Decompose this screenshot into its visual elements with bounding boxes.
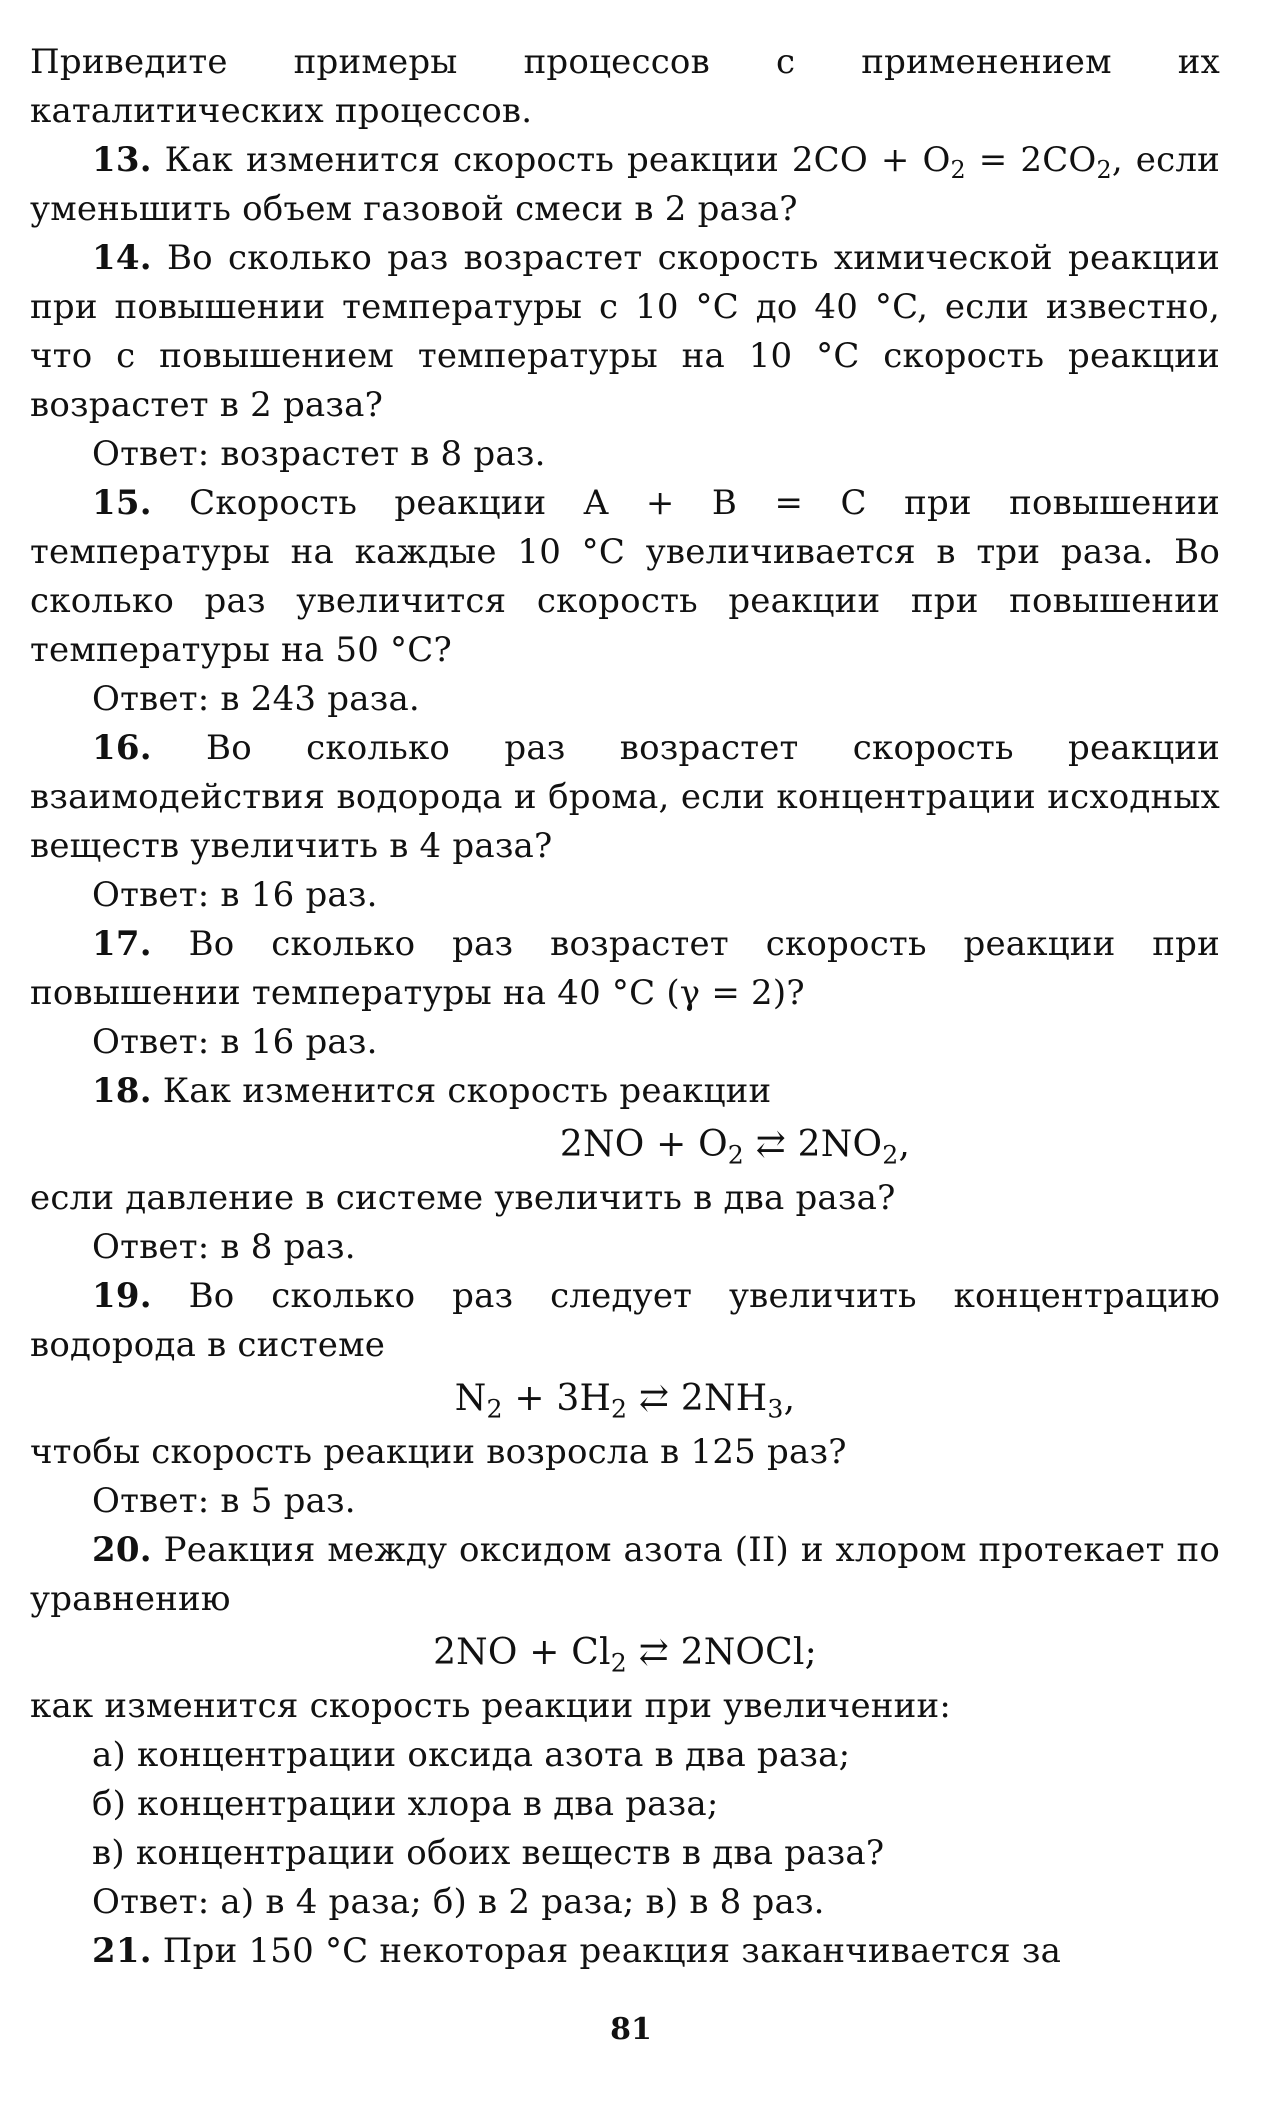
problem-number: 17. — [92, 924, 152, 964]
problem-20-continued: как изменится скорость реакции при увеличении: — [30, 1686, 952, 1726]
problem-number: 13. — [92, 140, 152, 180]
page-text — [30, 38, 1220, 1976]
problem-15: 15. Скорость реакции A + B = C при повышении температуры на каждые 10 °C увеличивается в три раза. Во сколько раз увеличится скорость реакции при повышении температуры на 50 °C? — [30, 483, 1220, 670]
page-number: 81 — [610, 2012, 652, 2047]
answer-20: Ответ: а) в 4 раза; б) в 2 раза; в) в 8 раз. — [92, 1882, 825, 1922]
answer-17: Ответ: в 16 раз. — [92, 1022, 378, 1062]
answer-19: Ответ: в 5 раз. — [92, 1481, 356, 1521]
answer-15: Ответ: в 243 раза. — [92, 679, 420, 719]
problem-number: 14. — [92, 238, 152, 278]
list-item: в) концентрации обоих веществ в два раза? — [92, 1833, 885, 1873]
answer-16: Ответ: в 16 раз. — [92, 875, 378, 915]
intro-text: Приведите примеры процессов с применением их каталитических процессов. — [30, 42, 1220, 131]
problem-number: 15. — [92, 483, 152, 523]
problem-number: 18. — [92, 1071, 152, 1111]
equation-19: $N_2 + 3H_2$ ⇄ $2NH_3$, — [454, 1378, 796, 1424]
answer-14: Ответ: возрастет в 8 раз. — [92, 434, 546, 474]
problem-16: 16. Во сколько раз возрастет скорость реакции взаимодействия водорода и брома, если концентрации исходных веществ увеличить в 4 раза? — [30, 728, 1220, 866]
list-item: б) концентрации хлора в два раза; — [92, 1784, 719, 1824]
equation-18: $2NO + O_2$ ⇄ $2NO_2$, — [559, 1124, 911, 1170]
problem-number: 20. — [92, 1530, 152, 1570]
problem-number: 21. — [92, 1931, 152, 1971]
problem-20: 20. Реакция между оксидом азота (II) и хлором протекает по уравнению — [30, 1530, 1220, 1619]
problem-19: 19. Во сколько раз следует увеличить концентрацию водорода в системе — [30, 1276, 1220, 1365]
problem-17: 17. Во сколько раз возрастет скорость реакции при повышении температуры на 40 °C (γ = 2)? — [30, 924, 1220, 1013]
list-item: а) концентрации оксида азота в два раза; — [92, 1735, 851, 1775]
answer-18: Ответ: в 8 раз. — [92, 1227, 356, 1267]
problem-19-continued: чтобы скорость реакции возросла в 125 раз? — [30, 1432, 847, 1472]
equation-20: $2NO + Cl_2$ ⇄ 2NOCl; — [433, 1632, 817, 1678]
problem-14: 14. Во сколько раз возрастет скорость химической реакции при повышении температуры с 10 °C до 40 °C, если известно, что с повышением температуры на 10 °C скорость реакции возрастет в 2 раза? — [30, 238, 1220, 425]
problem-18: 18. Как изменится скорость реакции — [92, 1071, 772, 1111]
problem-18-continued: если давление в системе увеличить в два раза? — [30, 1178, 896, 1218]
problem-13: 13. Как изменится скорость реакции $2CO + O_2 = 2CO_2$, если уменьшить объем газовой смеси в 2 раза? — [30, 140, 1220, 229]
problem-21: 21. При 150 °C некоторая реакция заканчивается за — [92, 1931, 1062, 1971]
problem-number: 16. — [92, 728, 152, 768]
problem-number: 19. — [92, 1276, 152, 1316]
